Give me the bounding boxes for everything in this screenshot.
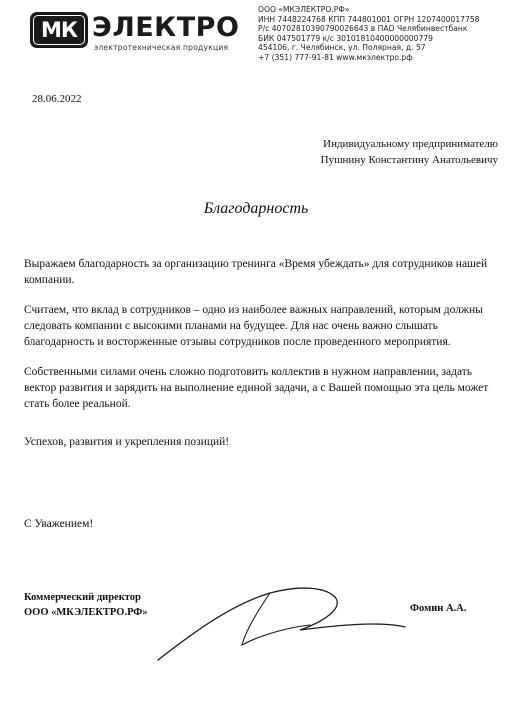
requisites-line: ИНН 7448224768 КПП 744801001 ОГРН 1207400017758 xyxy=(258,14,480,24)
body-paragraph: Собственными силами очень сложно подготовить коллектив в нужном направлении, задать вектор развития и зарядить на выполнение единой задачи, а с Вашей помощью эта цель может стать более реальной. xyxy=(24,366,489,410)
logo-badge-text: МК xyxy=(33,15,85,45)
logo-badge xyxy=(30,12,88,48)
addressee-line: Индивидуальному предпринимателю xyxy=(323,138,498,150)
closing-regards: С Уважением! xyxy=(24,518,94,530)
logo-tagline: электротехническая продукция xyxy=(94,43,229,52)
company-requisites xyxy=(258,5,508,63)
addressee-line: Пушнину Константину Анатольевичу xyxy=(320,154,498,166)
requisites-line: 454106, г. Челябинск, ул. Полярная, д. 57 xyxy=(258,43,426,53)
signer-name: Фомин А.А. xyxy=(410,603,467,614)
signer-position-block xyxy=(24,590,148,620)
closing-wish: Успехов, развития и укрепления позиций! xyxy=(24,436,230,448)
letter-body xyxy=(24,256,490,426)
signer-company: ООО «МКЭЛЕКТРО.РФ» xyxy=(24,607,148,618)
addressee-block xyxy=(321,136,498,168)
signer-position: Коммерческий директор xyxy=(24,592,141,603)
letter-date: 28.06.2022 xyxy=(32,93,82,105)
handwritten-signature xyxy=(150,575,410,670)
requisites-line: +7 (351) 777-91-81 www.мкэлектро.рф xyxy=(258,52,413,62)
logo-wordmark: ЭЛЕКТРО xyxy=(92,12,240,43)
requisites-line: Р/с 40702810390790026643 в ПАО Челябинвестбанк xyxy=(258,24,468,34)
body-paragraph: Считаем, что вклад в сотрудников – одно из наиболее важных направлений, которым должны следовать компании с высокими планами на будущее. Для нас очень важно слышать благодарность и восторженные отзывы сотрудников после проведенного мероприятия. xyxy=(24,304,483,348)
company-logo xyxy=(30,12,240,54)
letter-title: Благодарность xyxy=(203,200,309,217)
requisites-line: БИК 047501779 к/с 30101810400000000779 xyxy=(258,33,433,43)
requisites-line: ООО «МКЭЛЕКТРО.РФ» xyxy=(258,5,350,14)
body-paragraph: Выражаем благодарность за организацию тренинга «Время убеждать» для сотрудников нашей компании. xyxy=(24,258,488,286)
